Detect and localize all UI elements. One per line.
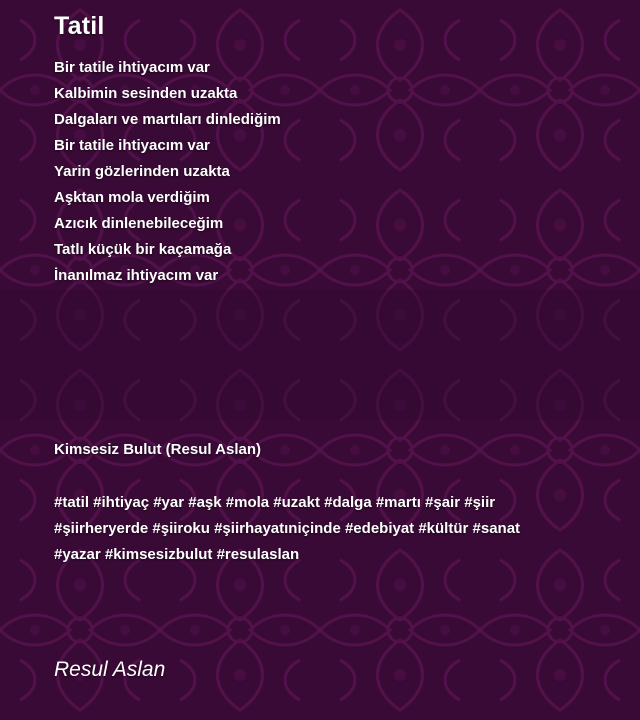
poem-line: Azıcık dinlenebileceğim — [54, 215, 224, 232]
poem-line: Bir tatile ihtiyacım var — [54, 137, 210, 154]
author-name: Resul Aslan — [54, 658, 166, 681]
hashtag-line: #tatil #ihtiyaç #yar #aşk #mola #uzakt #dalga #martı #şair #şiir — [54, 494, 496, 511]
poem-line: Yarin gözlerinden uzakta — [54, 163, 230, 180]
hashtag-line: #şiirheryerde #şiiroku #şiirhayatıniçinde #edebiyat #kültür #sanat — [54, 520, 521, 537]
poem-signature: Kimsesiz Bulut (Resul Aslan) — [54, 441, 261, 458]
hashtags — [54, 490, 520, 568]
poem-line: Dalgaları ve martıları dinlediğim — [54, 111, 281, 128]
hashtag-line: #yazar #kimsesizbulut #resulaslan — [54, 546, 300, 563]
poem-line: Tatlı küçük bir kaçamağa — [54, 241, 232, 258]
poem-title: Tatil — [54, 12, 105, 40]
poem-line: Kalbimin sesinden uzakta — [54, 85, 238, 102]
poem-body — [54, 55, 281, 289]
poem-line: İnanılmaz ihtiyacım var — [54, 267, 219, 284]
poem-line: Bir tatile ihtiyacım var — [54, 59, 210, 76]
poem-line: Aşktan mola verdiğim — [54, 189, 210, 206]
